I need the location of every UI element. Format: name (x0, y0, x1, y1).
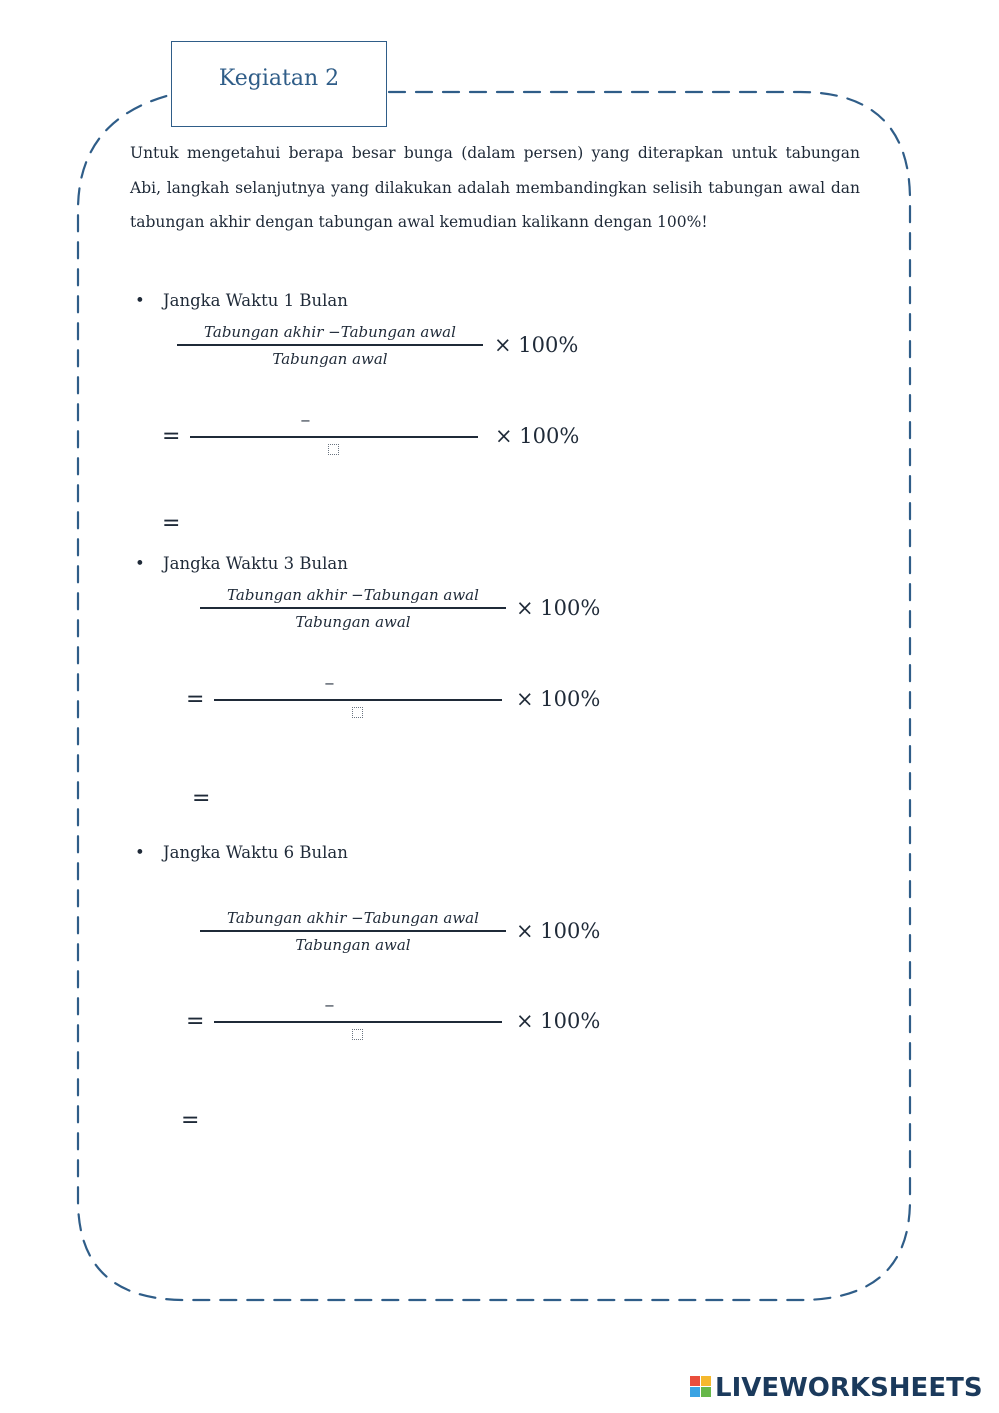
liveworksheets-logo-icon (690, 1376, 712, 1398)
minus-sign: − (300, 414, 311, 429)
section-3-blank-multiplier: × 100% (516, 1009, 601, 1033)
title-box (171, 41, 387, 127)
formula-denominator: Tabungan awal (295, 935, 411, 954)
section-2-equals-1: = (186, 687, 205, 712)
answer-box-icon[interactable] (352, 707, 363, 718)
section-2-formula-fraction (200, 586, 506, 631)
logo-text: LIVEWORKSHEETS (715, 1373, 983, 1403)
answer-box-icon[interactable] (352, 1029, 363, 1040)
formula-denominator: Tabungan awal (272, 349, 388, 368)
section-2-equals-2: = (192, 786, 211, 811)
section-1-heading (135, 291, 348, 310)
intro-paragraph: Untuk mengetahui berapa besar bunga (dalam persen) yang diterapkan untuk tabungan Abi, langkah selanjutnya yang dilakukan adalah membandingkan selisih tabungan awal dan tabungan akhir dengan tabungan awal kemudian kalikann dengan 100%! (130, 144, 860, 231)
section-3-formula-fraction (200, 909, 506, 954)
formula-numerator: Tabungan akhir −Tabungan awal (204, 323, 456, 341)
fraction-bar (214, 699, 502, 701)
section-1-blank-multiplier: × 100% (495, 424, 580, 448)
section-2-label: Jangka Waktu 3 Bulan (163, 554, 348, 573)
minus-sign: − (324, 677, 335, 692)
section-1-formula-fraction (177, 323, 483, 368)
fraction-bar (190, 436, 478, 438)
fraction-bar (214, 1021, 502, 1023)
formula-numerator: Tabungan akhir −Tabungan awal (227, 586, 479, 604)
section-1-label: Jangka Waktu 1 Bulan (163, 291, 348, 310)
formula-numerator: Tabungan akhir −Tabungan awal (227, 909, 479, 927)
bullet-icon: • (135, 291, 145, 310)
section-1-multiplier: × 100% (494, 333, 579, 357)
bullet-icon: • (135, 843, 145, 862)
section-3-heading (135, 843, 348, 862)
section-3-multiplier: × 100% (516, 919, 601, 943)
section-2-heading (135, 554, 348, 573)
section-3-label: Jangka Waktu 6 Bulan (163, 843, 348, 862)
liveworksheets-logo (690, 1373, 983, 1405)
section-3-equals-1: = (186, 1009, 205, 1034)
section-1-equals-1: = (162, 424, 181, 449)
section-2-blank-multiplier: × 100% (516, 687, 601, 711)
page-title: Kegiatan 2 (218, 66, 340, 91)
section-3-equals-2: = (181, 1108, 200, 1133)
section-2-multiplier: × 100% (516, 596, 601, 620)
answer-box-icon[interactable] (328, 444, 339, 455)
minus-sign: − (324, 999, 335, 1014)
bullet-icon: • (135, 554, 145, 573)
section-1-equals-2: = (162, 511, 181, 536)
formula-denominator: Tabungan awal (295, 612, 411, 631)
